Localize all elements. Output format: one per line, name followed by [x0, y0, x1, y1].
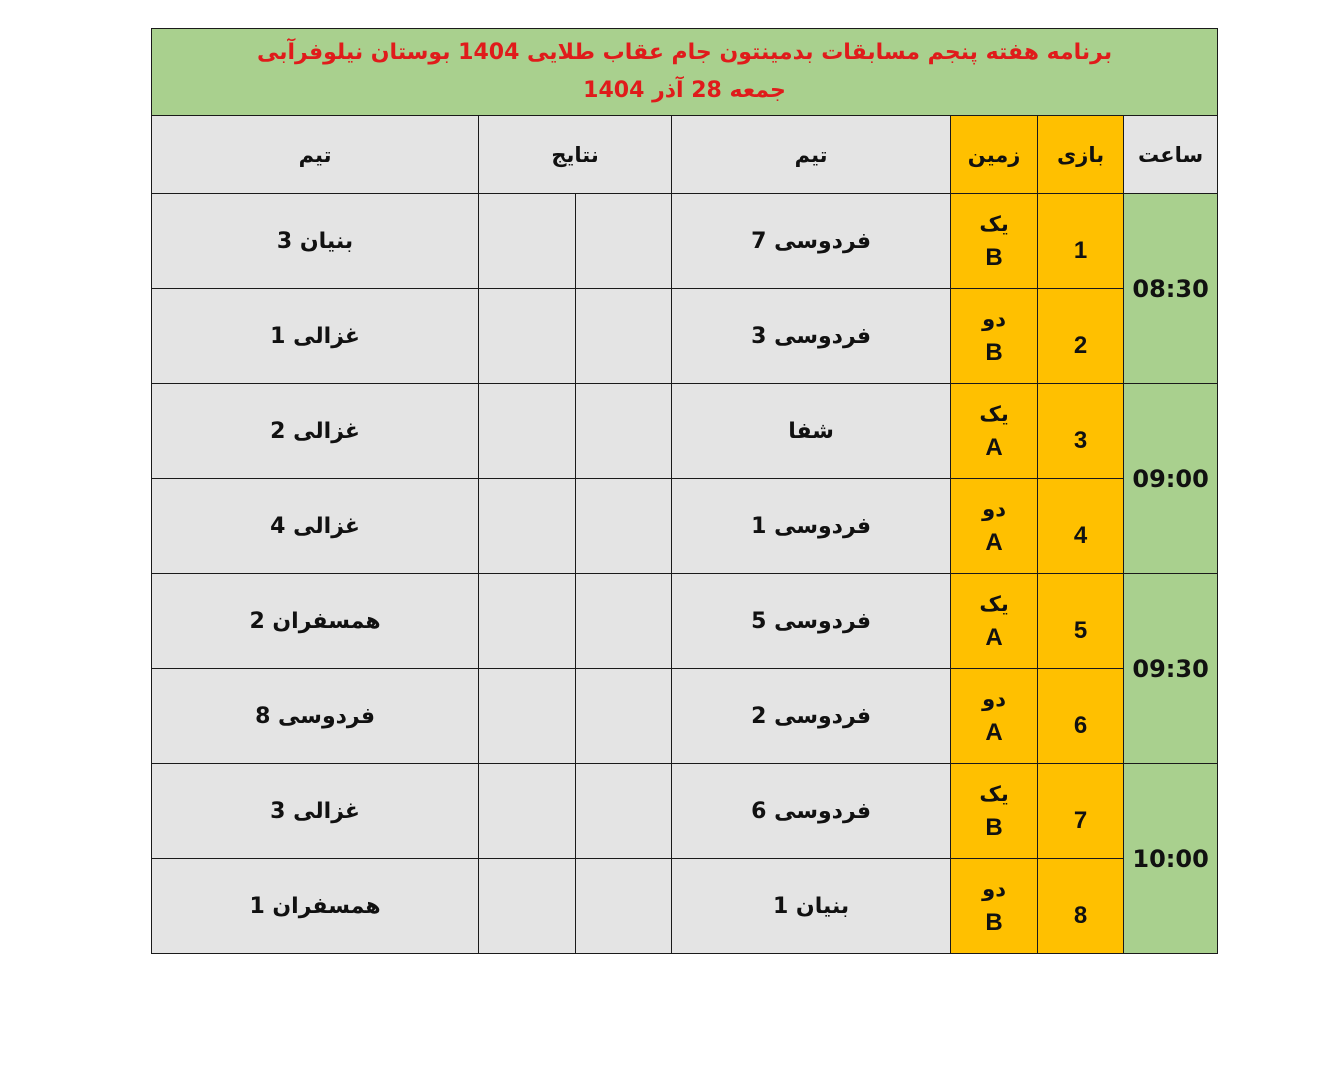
result-a — [576, 574, 672, 669]
game-number — [1038, 669, 1124, 764]
result-a — [576, 764, 672, 859]
result-a — [576, 289, 672, 384]
team-a: فردوسی 5 — [672, 574, 951, 669]
court-letter: B — [985, 814, 1003, 841]
header-game: بازی — [1038, 116, 1124, 194]
header-team-b: تیم — [152, 116, 479, 194]
court-letter: B — [985, 339, 1003, 366]
court-cell — [951, 574, 1038, 669]
team-b: غزالی 2 — [152, 384, 479, 479]
game-number-value: 6 — [1073, 712, 1088, 739]
game-number-value: 7 — [1073, 807, 1088, 834]
game-number-value: 1 — [1073, 237, 1088, 264]
team-b: غزالی 4 — [152, 479, 479, 574]
team-a: فردوسی 1 — [672, 479, 951, 574]
game-number — [1038, 764, 1124, 859]
time-slot: 08:30 — [1124, 194, 1218, 384]
match-row — [152, 574, 1218, 669]
result-b — [479, 289, 576, 384]
match-row — [152, 289, 1218, 384]
game-number — [1038, 194, 1124, 289]
result-a — [576, 669, 672, 764]
game-number — [1038, 479, 1124, 574]
team-a: شفا — [672, 384, 951, 479]
game-number — [1038, 859, 1124, 954]
header-time: ساعت — [1124, 116, 1218, 194]
team-a: فردوسی 2 — [672, 669, 951, 764]
header-team-a: تیم — [672, 116, 951, 194]
team-b: غزالی 3 — [152, 764, 479, 859]
schedule-title — [152, 29, 1218, 116]
team-b: فردوسی 8 — [152, 669, 479, 764]
team-a: بنیان 1 — [672, 859, 951, 954]
court-name: دو — [982, 687, 1006, 711]
match-row — [152, 194, 1218, 289]
court-name: یک — [979, 212, 1009, 236]
schedule-table — [151, 28, 1218, 954]
court-cell — [951, 289, 1038, 384]
court-letter: B — [985, 909, 1003, 936]
team-b: بنیان 3 — [152, 194, 479, 289]
result-b — [479, 479, 576, 574]
game-number — [1038, 384, 1124, 479]
court-letter: A — [985, 719, 1003, 746]
game-number-value: 2 — [1073, 332, 1088, 359]
team-a: فردوسی 6 — [672, 764, 951, 859]
game-number-value: 4 — [1073, 522, 1088, 549]
court-cell — [951, 479, 1038, 574]
court-letter: A — [985, 434, 1003, 461]
court-cell — [951, 194, 1038, 289]
game-number — [1038, 289, 1124, 384]
result-b — [479, 384, 576, 479]
result-a — [576, 859, 672, 954]
court-name: دو — [982, 307, 1006, 331]
team-a: فردوسی 7 — [672, 194, 951, 289]
court-cell — [951, 384, 1038, 479]
court-letter: A — [985, 529, 1003, 556]
team-b: همسفران 2 — [152, 574, 479, 669]
match-row — [152, 384, 1218, 479]
court-name: دو — [982, 877, 1006, 901]
court-cell — [951, 669, 1038, 764]
match-row — [152, 669, 1218, 764]
court-letter: A — [985, 624, 1003, 651]
court-name: یک — [979, 782, 1009, 806]
time-slot: 09:00 — [1124, 384, 1218, 574]
time-slot: 10:00 — [1124, 764, 1218, 954]
result-b — [479, 574, 576, 669]
result-a — [576, 479, 672, 574]
court-name: یک — [979, 402, 1009, 426]
title-line-1: برنامه هفته پنجم مسابقات بدمینتون جام عقاب طلایی 1404 بوستان نیلوفرآبی — [256, 40, 1113, 65]
game-number-value: 5 — [1073, 617, 1088, 644]
result-b — [479, 669, 576, 764]
result-b — [479, 859, 576, 954]
match-row — [152, 859, 1218, 954]
header-court: زمین — [951, 116, 1038, 194]
match-row — [152, 764, 1218, 859]
result-a — [576, 194, 672, 289]
game-number-value: 3 — [1073, 427, 1088, 454]
court-letter: B — [985, 244, 1003, 271]
court-name: یک — [979, 592, 1009, 616]
result-b — [479, 194, 576, 289]
result-a — [576, 384, 672, 479]
time-slot: 09:30 — [1124, 574, 1218, 764]
game-number — [1038, 574, 1124, 669]
match-row — [152, 479, 1218, 574]
court-cell — [951, 859, 1038, 954]
result-b — [479, 764, 576, 859]
team-a: فردوسی 3 — [672, 289, 951, 384]
header-results: نتایج — [479, 116, 672, 194]
team-b: همسفران 1 — [152, 859, 479, 954]
game-number-value: 8 — [1073, 902, 1088, 929]
court-name: دو — [982, 497, 1006, 521]
title-line-2: جمعه 28 آذر 1404 — [583, 78, 786, 103]
team-b: غزالی 1 — [152, 289, 479, 384]
court-cell — [951, 764, 1038, 859]
